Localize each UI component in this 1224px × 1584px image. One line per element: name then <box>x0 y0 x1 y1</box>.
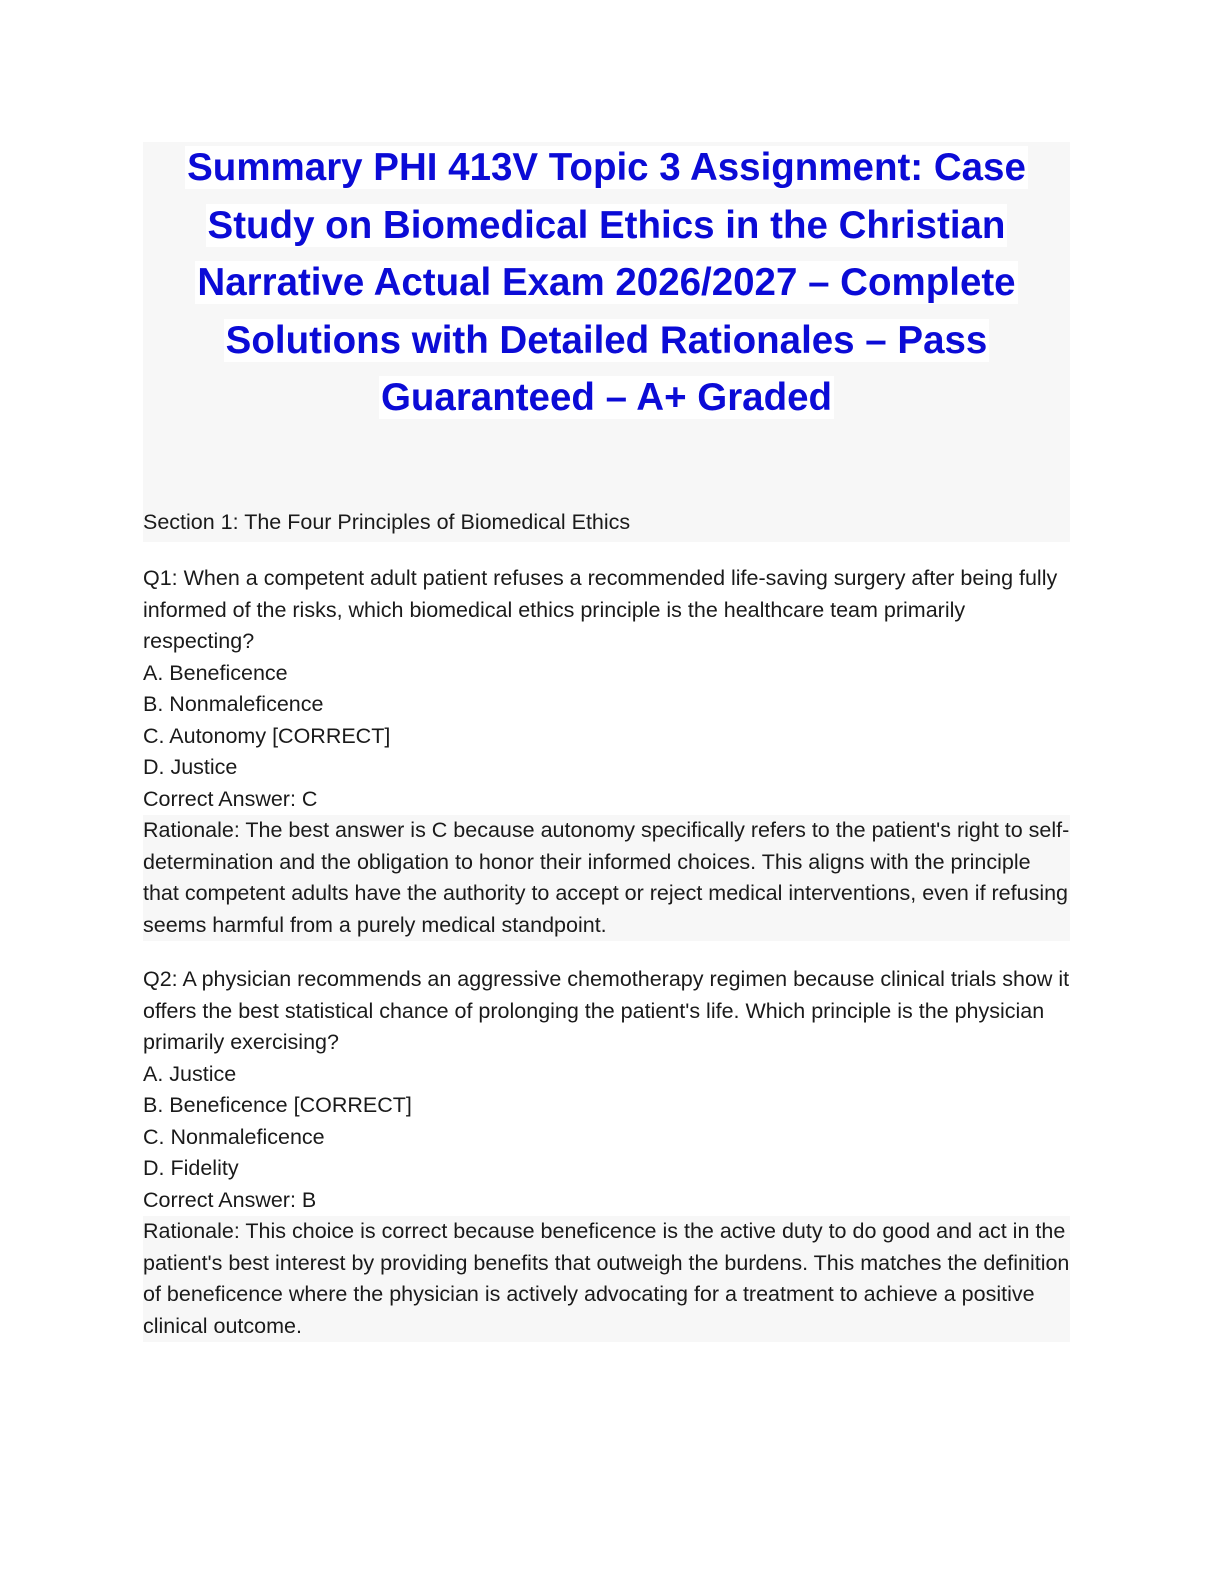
answer-option: C. Nonmaleficence <box>143 1124 325 1149</box>
answer-option: D. Justice <box>143 755 238 779</box>
document-title <box>143 139 1070 427</box>
question-prompt: Q2: A physician recommends an aggressive chemotherapy regimen because clinical trials show it offers the best statistical chance of prolonging the patient's life. Which principle is the physician primarily exercising? <box>143 967 1070 1054</box>
title-line: Narrative Actual Exam 2026/2027 – Complete <box>197 261 1016 305</box>
title-line: Guaranteed – A+ Graded <box>380 376 833 420</box>
title-line: Summary PHI 413V Topic 3 Assignment: Case <box>187 146 1026 189</box>
rationale: Rationale: This choice is correct because beneficence is the active duty to do good and act in the patient's best interest by providing benefits that outweigh the burdens. This matches the definition of beneficence where the physician is actively advocating for a treatment to achieve a positive clinical outcome. <box>143 1216 1070 1342</box>
answer-option: B. Nonmaleficence <box>143 692 324 716</box>
question-block-q1 <box>143 563 1073 941</box>
question-prompt: Q1: When a competent adult patient refuses a recommended life-saving surgery after being fully informed of the risks, which biomedical ethics principle is the healthcare team primarily respecting? <box>143 566 1058 653</box>
title-line: Study on Biomedical Ethics in the Christian <box>207 203 1006 247</box>
answer-option: D. Fidelity <box>143 1156 239 1180</box>
title-line: Solutions with Detailed Rationales – Pass <box>225 318 988 362</box>
answer-option-correct: B. Beneficence [CORRECT] <box>143 1093 412 1117</box>
answer-option: A. Justice <box>143 1061 237 1086</box>
question-block-q2 <box>143 964 1073 1342</box>
correct-answer: Correct Answer: B <box>143 1187 317 1212</box>
rationale: Rationale: The best answer is C because autonomy specifically refers to the patient's right to self-determination and the obligation to honor their informed choices. This aligns with the principle that competent adults have the authority to accept or reject medical interventions, even if refusing seems harmful from a purely medical standpoint. <box>143 815 1070 941</box>
answer-option-correct: C. Autonomy [CORRECT] <box>143 723 391 748</box>
answer-option: A. Beneficence <box>143 660 288 685</box>
section-heading: Section 1: The Four Principles of Biomedical Ethics <box>143 510 631 534</box>
correct-answer: Correct Answer: C <box>143 786 318 811</box>
